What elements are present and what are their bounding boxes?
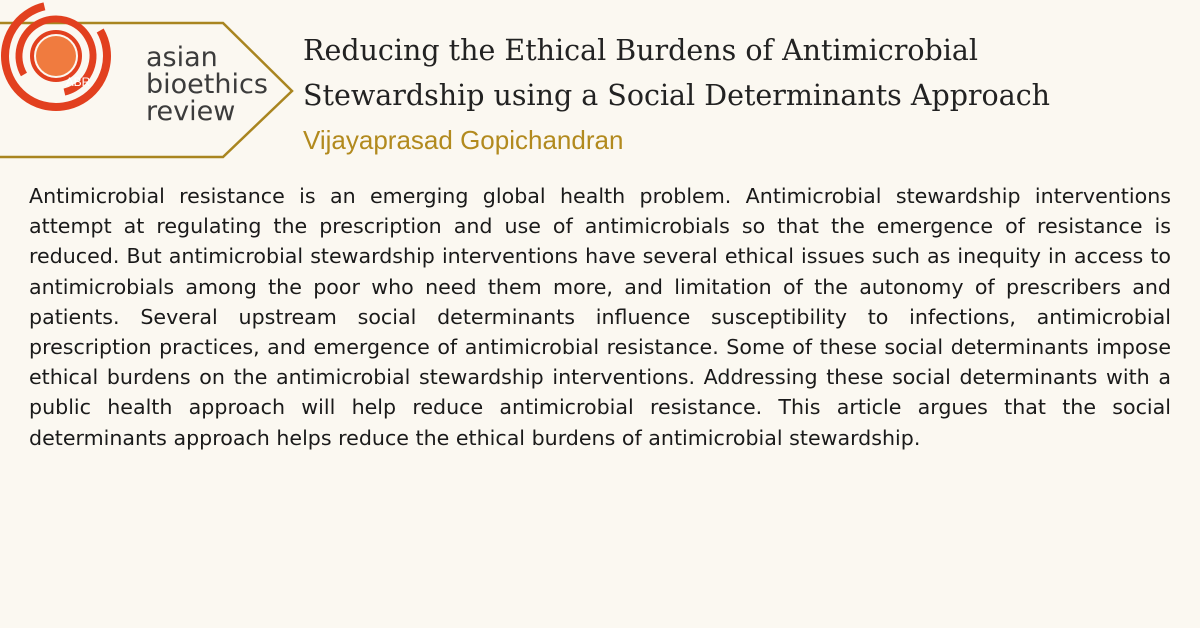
article-title-line-2: Stewardship using a Social Determinants Approach — [303, 79, 1051, 112]
article-title — [303, 28, 1183, 118]
journal-logo — [0, 0, 300, 162]
logo-abbrev: ABR — [65, 75, 91, 89]
journal-name-line-3: review — [146, 96, 236, 127]
abr-rings-icon — [0, 0, 112, 112]
article-title-line-1: Reducing the Ethical Burdens of Antimicrobial — [303, 34, 978, 67]
journal-name-line-2: bioethics — [146, 69, 268, 100]
article-author: Vijayaprasad Gopichandran — [303, 125, 624, 155]
article-abstract: Antimicrobial resistance is an emerging global health problem. Antimicrobial stewardship interventions attempt at regulating the prescription and use of antimicrobials so that the emergence of resistance is reduced. But antimicrobial stewardship interventions have several ethical issues such as inequity in access to antimicrobials among the poor who need them more, and limitation of the autonomy of prescribers and patients. Several upstream social determinants influence susceptibility to infections, antimicrobial prescription practices, and emergence of antimicrobial resistance. Some of these social determinants impose ethical burdens on the antimicrobial stewardship interventions. Addressing these social determinants with a public health approach will help reduce antimicrobial resistance. This article argues that the social determinants approach helps reduce the ethical burdens of antimicrobial stewardship. — [29, 184, 1171, 450]
journal-name — [146, 44, 268, 125]
journal-name-line-1: asian — [146, 42, 218, 73]
